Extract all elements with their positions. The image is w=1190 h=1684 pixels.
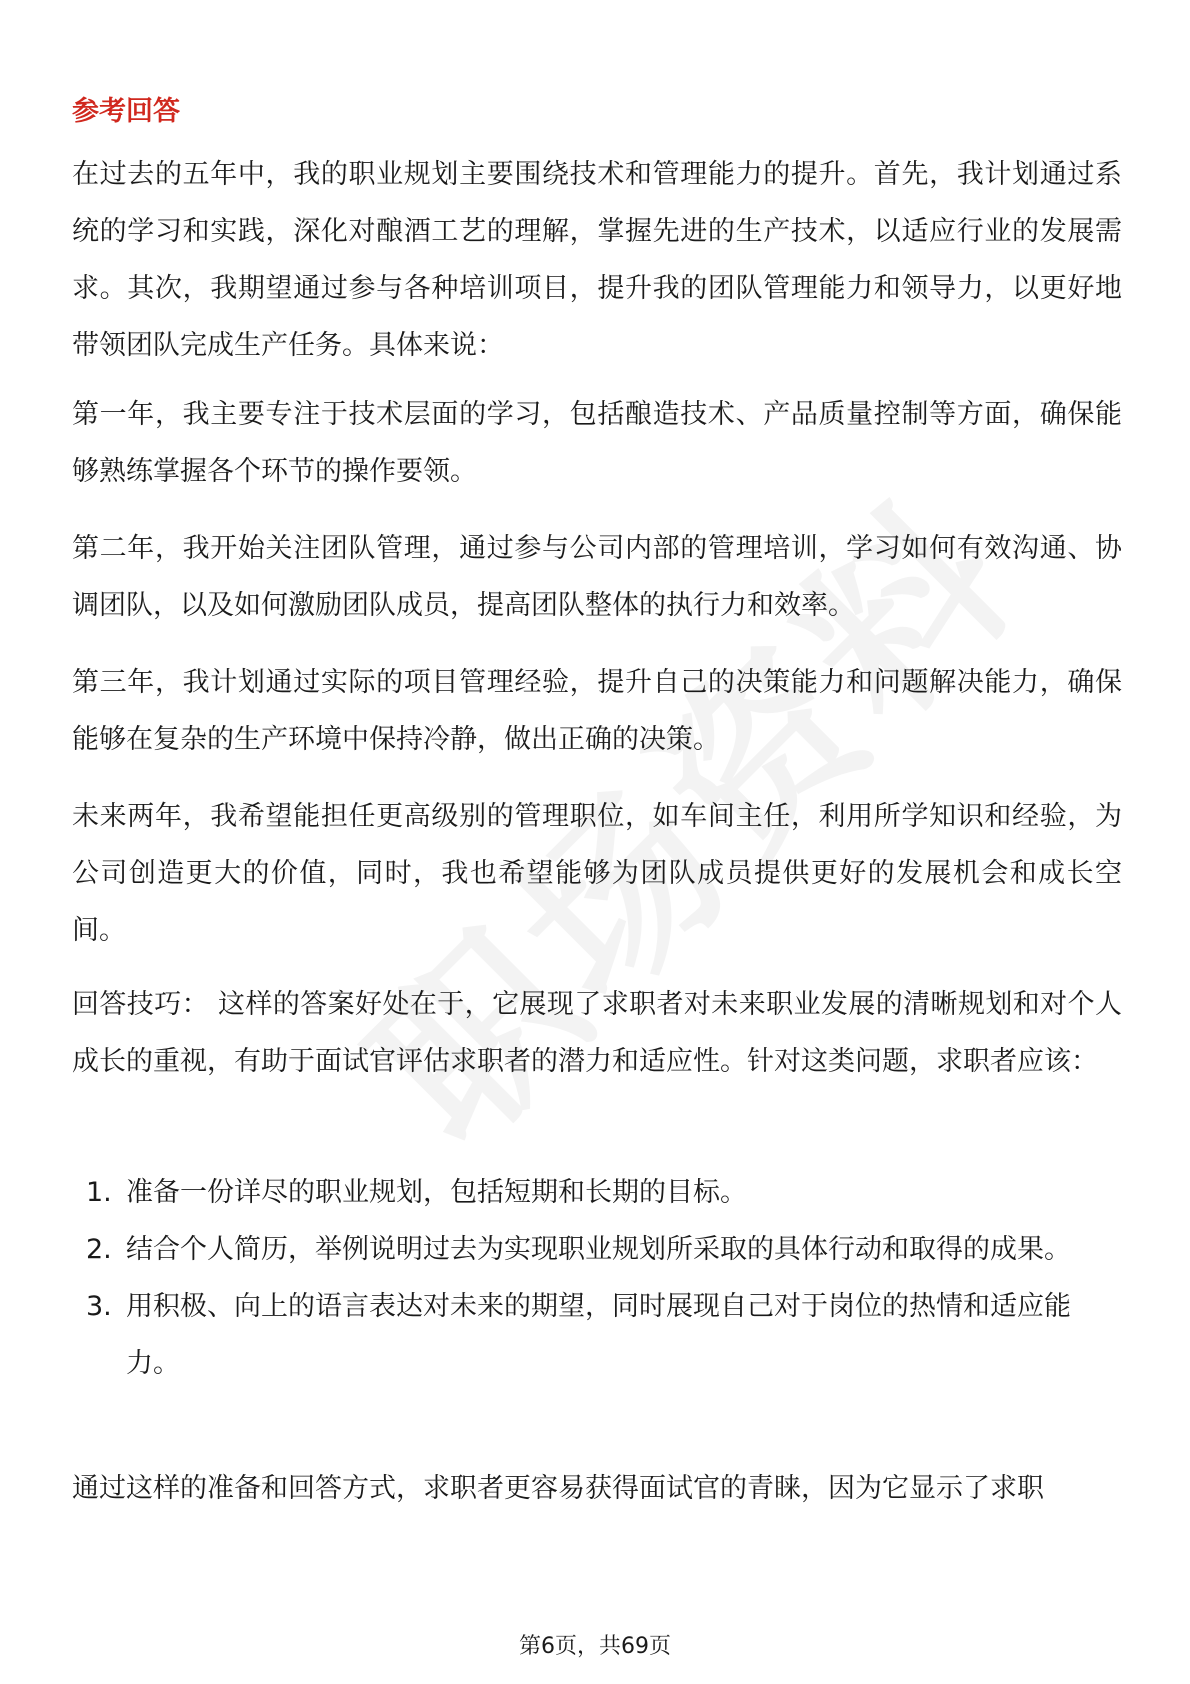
- paragraph-future: 未来两年，我希望能担任更高级别的管理职位，如车间主任，利用所学知识和经验，为公司创造更大的价值，同时，我也希望能够为团队成员提供更好的发展机会和成长空间。: [72, 801, 1122, 946]
- paragraph-year-one: 第一年，我主要专注于技术层面的学习，包括酿造技术、产品质量控制等方面，确保能够熟练掌握各个环节的操作要领。: [72, 399, 1122, 487]
- page-footer: 第6页，共69页: [519, 1634, 671, 1659]
- paragraph-year-two: 第二年，我开始关注团队管理，通过参与公司内部的管理培训，学习如何有效沟通、协调团队，以及如何激励团队成员，提高团队整体的执行力和效率。: [72, 533, 1122, 621]
- section-heading: 参考回答: [72, 96, 180, 127]
- paragraph-tips: 回答技巧： 这样的答案好处在于，它展现了求职者对未来职业发展的清晰规划和对个人成长的重视，有助于面试官评估求职者的潜力和适应性。针对这类问题，求职者应该：: [72, 989, 1122, 1077]
- list-text: 准备一份详尽的职业规划，包括短期和长期的目标。: [126, 1177, 747, 1208]
- paragraph-intro: 在过去的五年中，我的职业规划主要围绕技术和管理能力的提升。首先，我计划通过系统的学习和实践，深化对酿酒工艺的理解，掌握先进的生产技术，以适应行业的发展需求。其次，我期望通过参与各种培训项目，提升我的团队管理能力和领导力，以更好地带领团队完成生产任务。具体来说：: [72, 159, 1122, 361]
- paragraph-year-three: 第三年，我计划通过实际的项目管理经验，提升自己的决策能力和问题解决能力，确保能够在复杂的生产环境中保持冷静，做出正确的决策。: [72, 667, 1122, 755]
- paragraph-closing: 通过这样的准备和回答方式，求职者更容易获得面试官的青睐，因为它显示了求职: [72, 1473, 1044, 1504]
- list-number: 2.: [86, 1234, 112, 1265]
- list-text: 用积极、向上的语言表达对未来的期望，同时展现自己对于岗位的热情和适应能力。: [126, 1291, 1071, 1379]
- list-number: 3.: [86, 1291, 112, 1322]
- tips-list: [72, 1164, 1122, 1392]
- list-number: 1.: [86, 1177, 112, 1208]
- list-item: [72, 1164, 1122, 1221]
- list-item: [72, 1278, 1122, 1392]
- list-item: [72, 1221, 1122, 1278]
- list-text: 结合个人简历，举例说明过去为实现职业规划所采取的具体行动和取得的成果。: [126, 1234, 1071, 1265]
